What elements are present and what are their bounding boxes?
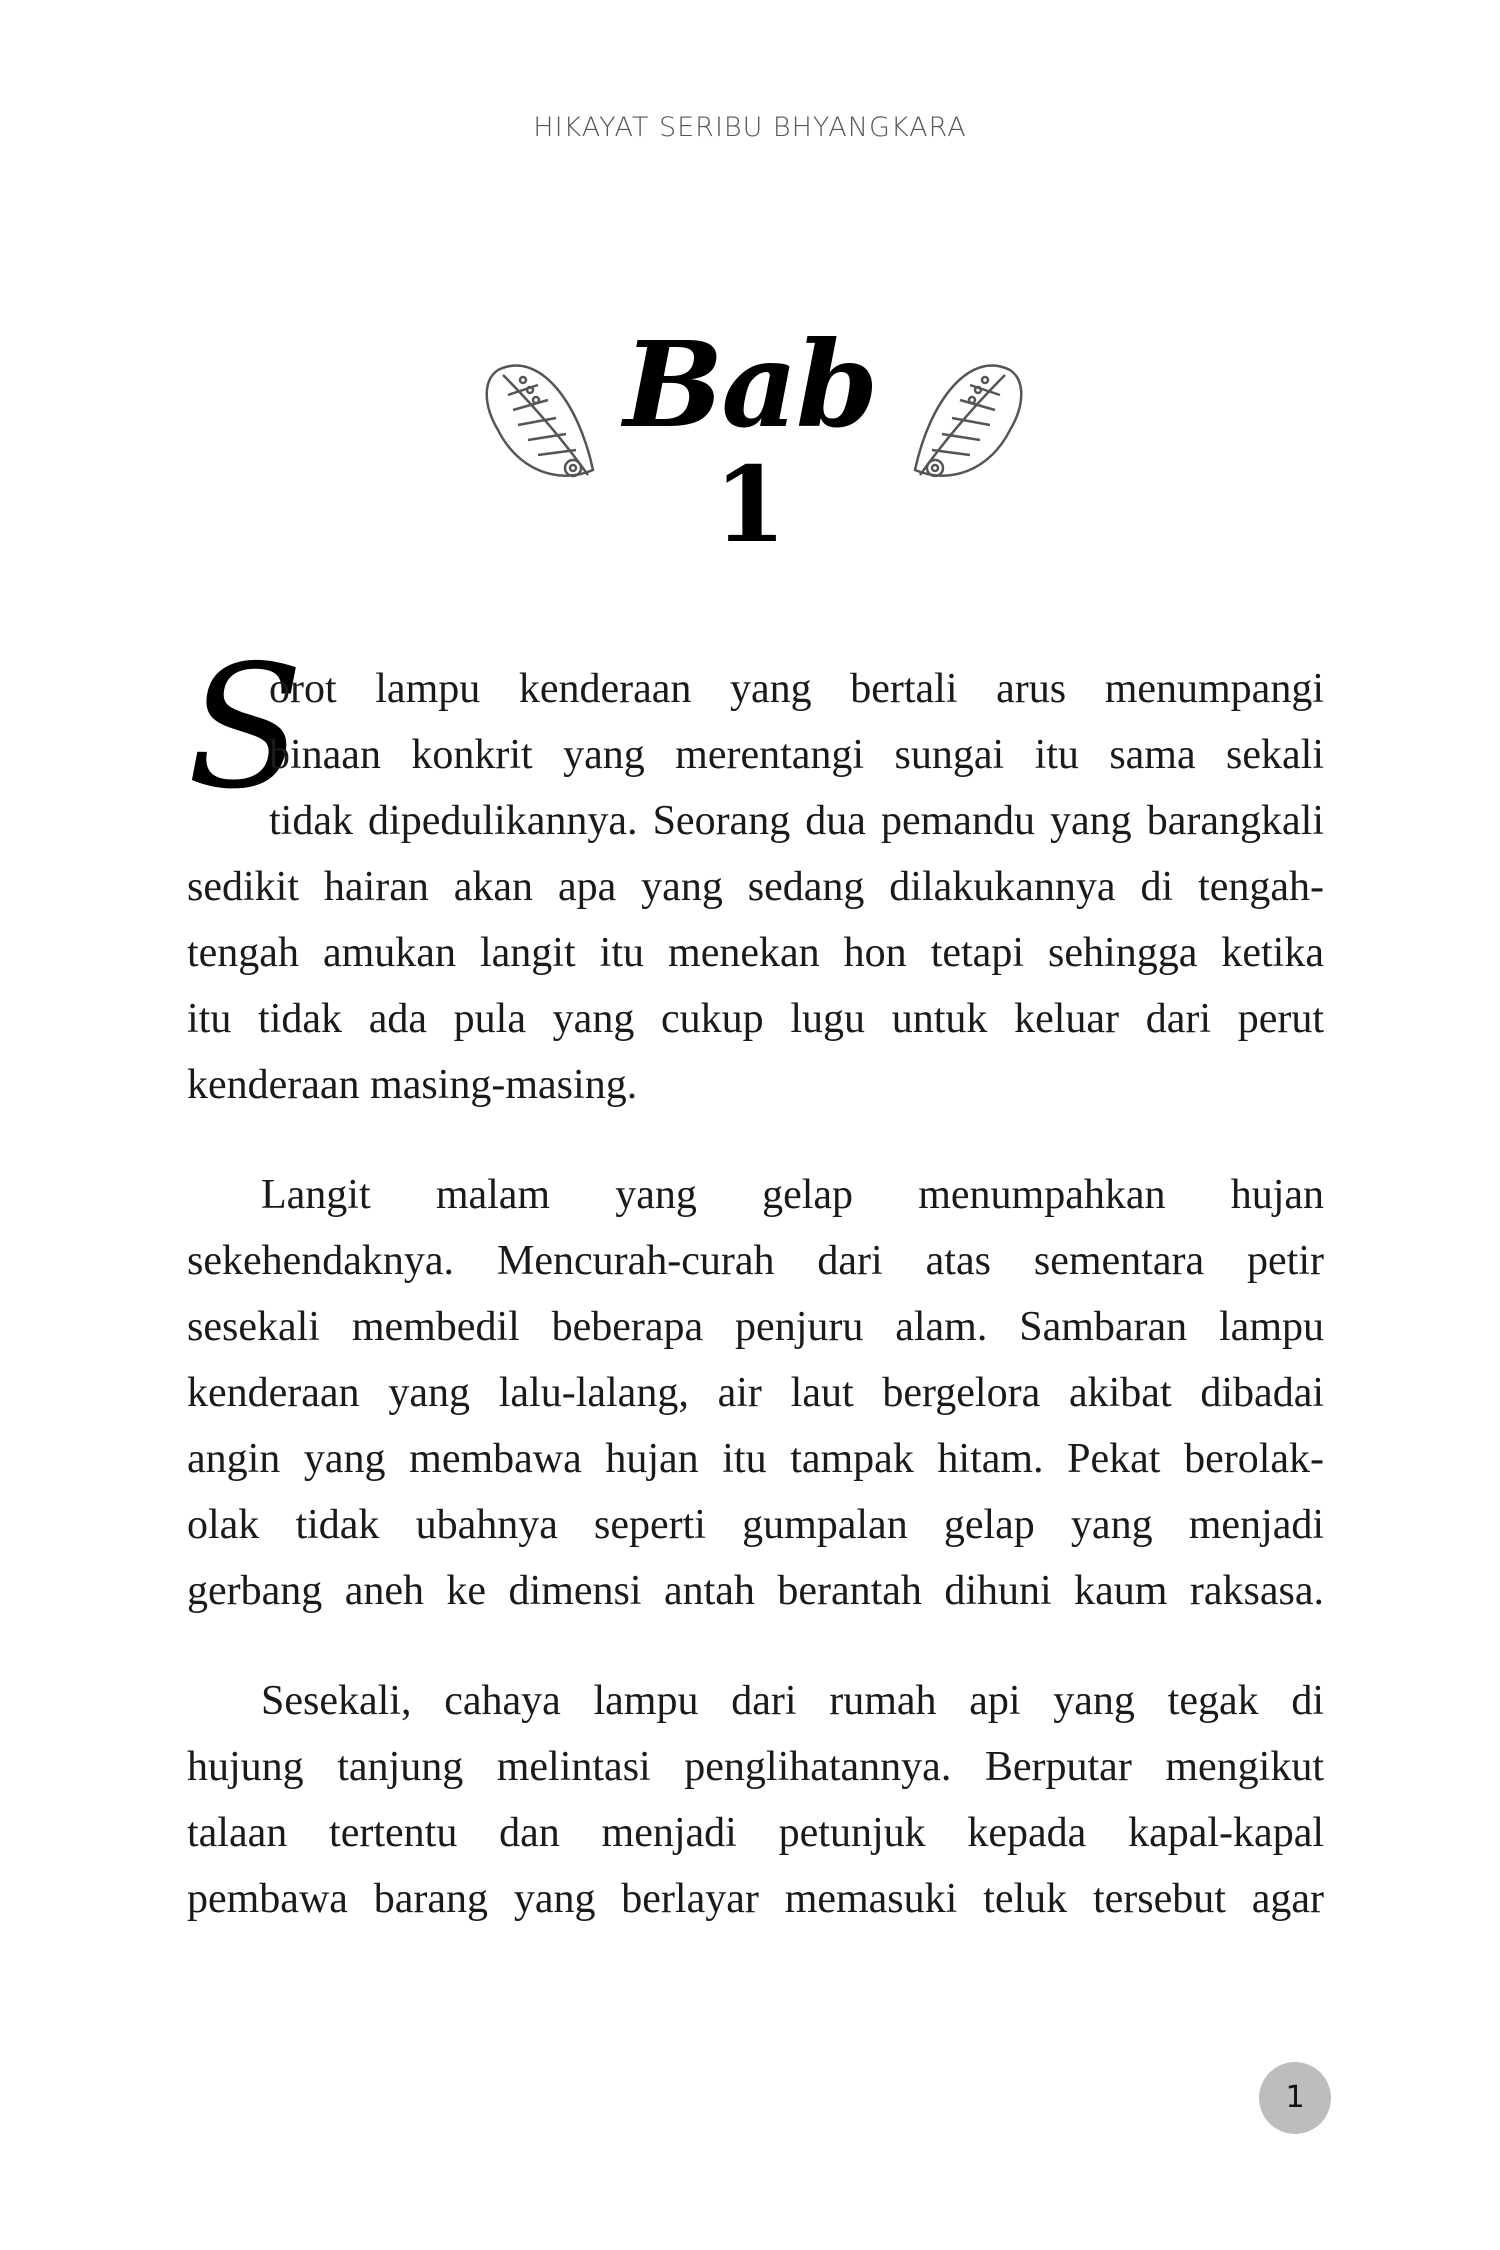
text-line: kenderaan masing-masing. — [187, 1062, 638, 1108]
text-line: angin yang membawa hujan itu tampak hitam. Pekat berolak- — [187, 1436, 1324, 1482]
paragraph — [187, 629, 1324, 1118]
text-line: itu tidak ada pula yang cukup lugu untuk keluar dari perut — [187, 996, 1324, 1042]
body-text — [187, 629, 1324, 1976]
running-head: HIKAYAT SERIBU BHYANGKARA — [533, 112, 967, 143]
text-line: sesekali membedil beberapa penjuru alam. Sambaran lampu — [187, 1304, 1324, 1350]
text-line: Langit malam yang gelap menumpahkan hujan — [261, 1172, 1324, 1218]
chapter-number: 1 — [713, 443, 787, 566]
text-line: gerbang aneh ke dimensi antah berantah dihuni kaum raksasa. — [187, 1568, 1324, 1614]
chapter-word: Bab — [623, 315, 877, 454]
text-line: orot lampu kenderaan yang bertali arus menumpangi — [269, 666, 1324, 712]
paragraph — [187, 1162, 1324, 1624]
text-line: sedikit hairan akan apa yang sedang dilakukannya di tengah- — [187, 864, 1324, 910]
text-line: talaan tertentu dan menjadi petunjuk kepada kapal-kapal — [187, 1810, 1324, 1856]
text-line: pembawa barang yang berlayar memasuki teluk tersebut agar — [187, 1876, 1324, 1922]
text-line: hujung tanjung melintasi penglihatannya. Berputar mengikut — [187, 1744, 1324, 1790]
page-number-badge: 1 — [1259, 2062, 1331, 2134]
chapter-heading — [0, 315, 1500, 566]
paragraph — [187, 1668, 1324, 1932]
text-line: binaan konkrit yang merentangi sungai itu sama sekali — [269, 732, 1324, 778]
text-line: tidak dipedulikannya. Seorang dua pemandu yang barangkali — [269, 798, 1324, 844]
text-line: olak tidak ubahnya seperti gumpalan gelap yang menjadi — [187, 1502, 1324, 1548]
drop-cap: S — [187, 629, 304, 827]
text-line: tengah amukan langit itu menekan hon tetapi sehingga ketika — [187, 930, 1324, 976]
text-line: sekehendaknya. Mencurah-curah dari atas sementara petir — [187, 1238, 1324, 1284]
text-line: kenderaan yang lalu-lalang, air laut bergelora akibat dibadai — [187, 1370, 1324, 1416]
text-line: Sesekali, cahaya lampu dari rumah api yang tegak di — [261, 1678, 1324, 1724]
